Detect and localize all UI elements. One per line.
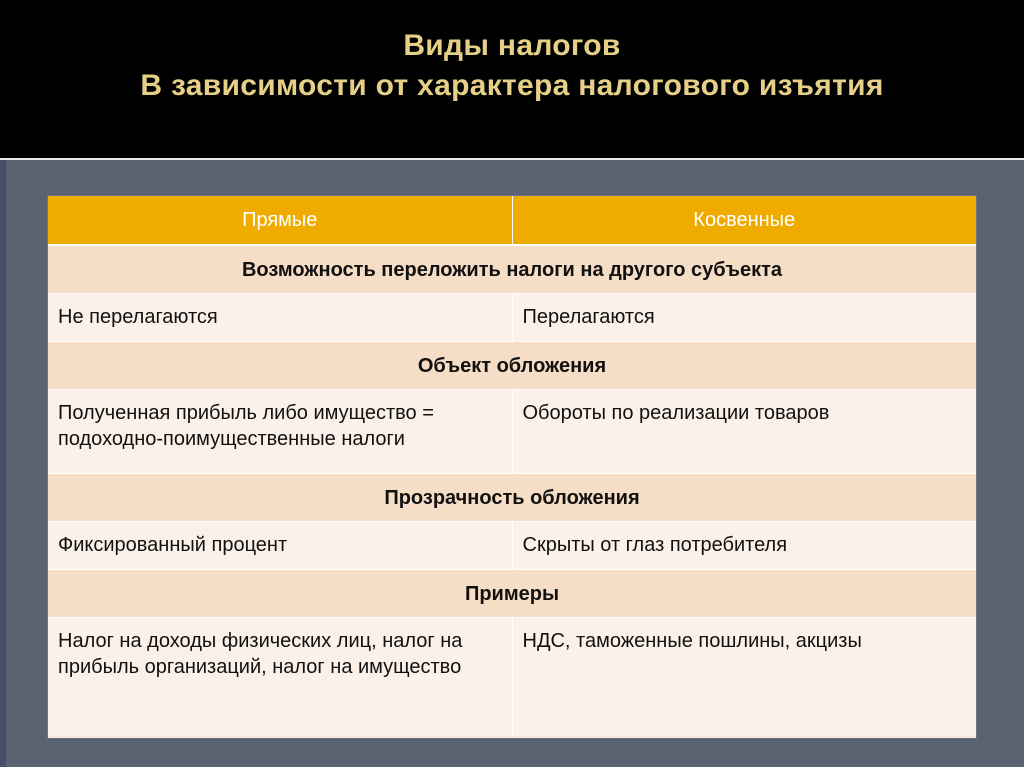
section-row	[48, 245, 976, 294]
slide-header	[0, 0, 1024, 160]
table-header-row	[48, 196, 976, 245]
cell-direct: Полученная прибыль либо имущество = подоходно-поимущественные налоги	[48, 390, 512, 474]
cell-indirect: НДС, таможенные пошлины, акцизы	[512, 618, 976, 737]
section-heading: Прозрачность обложения	[48, 474, 976, 522]
left-accent-bar	[0, 160, 6, 767]
cell-direct: Налог на доходы физических лиц, налог на прибыль организаций, налог на имущество	[48, 618, 512, 737]
cell-direct: Фиксированный процент	[48, 522, 512, 570]
cell-indirect: Перелагаются	[512, 294, 976, 342]
tax-comparison-table	[48, 196, 976, 738]
section-row	[48, 342, 976, 390]
section-heading: Возможность переложить налоги на другого субъекта	[48, 245, 976, 294]
cell-indirect: Скрыты от глаз потребителя	[512, 522, 976, 570]
cell-indirect: Обороты по реализации товаров	[512, 390, 976, 474]
table-row	[48, 618, 976, 737]
section-heading: Примеры	[48, 570, 976, 618]
section-row	[48, 474, 976, 522]
cell-direct: Не перелагаются	[48, 294, 512, 342]
table	[48, 196, 976, 736]
slide-subtitle: В зависимости от характера налогового изъятия	[140, 69, 884, 102]
table-row	[48, 390, 976, 474]
section-heading: Объект обложения	[48, 342, 976, 390]
table-row	[48, 294, 976, 342]
header-direct: Прямые	[48, 196, 512, 245]
section-row	[48, 570, 976, 618]
header-indirect: Косвенные	[512, 196, 976, 245]
slide-title: Виды налогов	[403, 29, 621, 62]
table-row	[48, 522, 976, 570]
